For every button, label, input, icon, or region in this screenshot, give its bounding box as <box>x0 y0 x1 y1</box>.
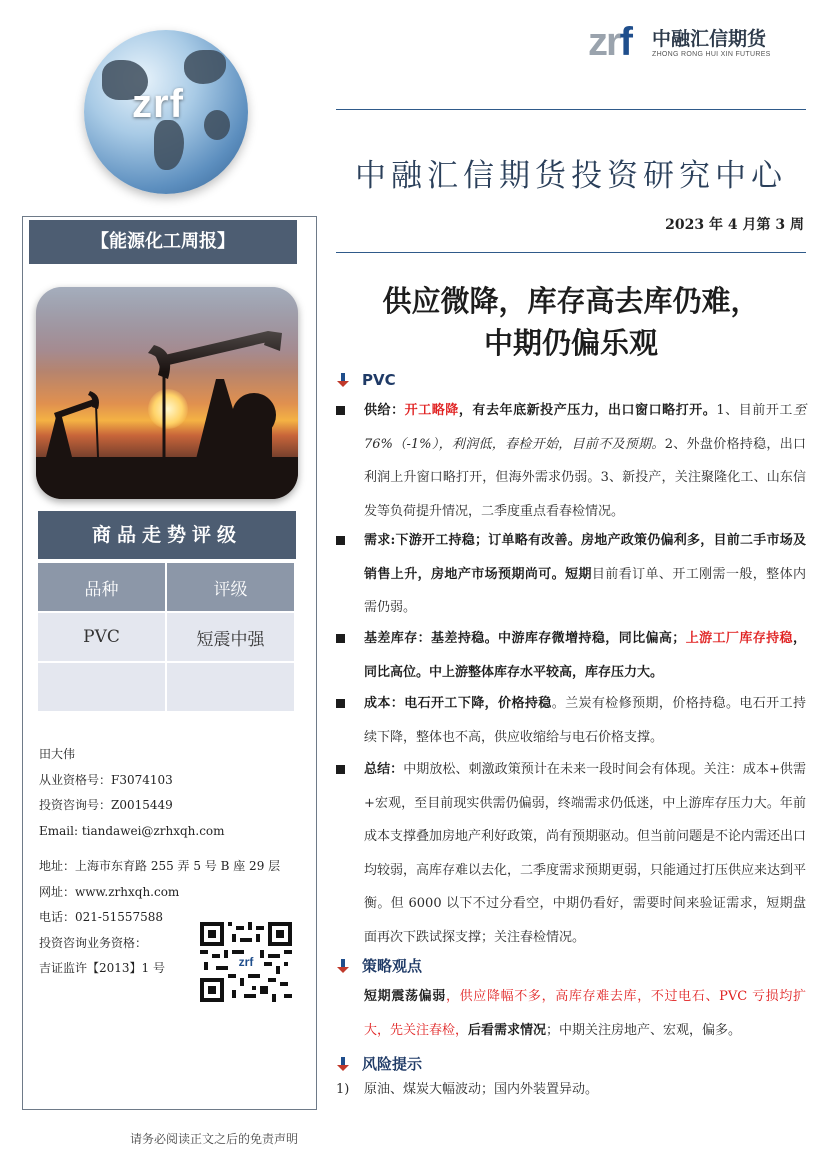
header-rating: 评级 <box>167 563 296 613</box>
square-bullet-icon <box>336 699 345 708</box>
section-risk <box>336 1053 422 1074</box>
report-category: 【能源化工周报】 <box>29 220 297 264</box>
brand-name-cn: 中融汇信期货 <box>652 28 767 50</box>
table-row <box>38 663 296 713</box>
research-center-title: 中融汇信期货投资研究中心 <box>355 158 787 194</box>
demand-item: 需求:下游开工持稳；订单略有改善。房地产政策仍偏利多，目前二手市场及销售上升，房地产市场预期尚可。短期目前看订单、开工刚需一般，整体内需仍弱。 <box>336 524 806 625</box>
consult-number: 投资咨询号：Z0015449 <box>39 798 173 812</box>
square-bullet-icon <box>336 765 345 774</box>
strategy-text: 短期震荡偏弱，供应降幅不多，高库存难去库，不过电石、PVC 亏损均扩大，先关注春检，后看需求情况；中期关注房地产、宏观，偏多。 <box>364 989 806 1038</box>
square-bullet-icon <box>336 406 345 415</box>
headline-line-2: 中期仍偏乐观 <box>483 326 658 360</box>
cost-item: 成本：电石开工下降，价格持稳。兰炭有检修预期，价格持稳。电石开工持续下降，整体也不高，供应收缩给与电石价格支撑。 <box>336 687 806 754</box>
brand-mark: zrf <box>588 20 631 64</box>
square-bullet-icon <box>336 634 345 643</box>
section-arrow-icon <box>336 373 350 387</box>
globe-logo-text: zrf <box>132 82 184 126</box>
header-variety: 品种 <box>38 563 167 613</box>
cell-rating: 短震中强 <box>167 613 296 663</box>
analyst-name: 田大伟 <box>39 747 76 761</box>
oil-pump-photo <box>36 287 298 499</box>
table-header-row <box>38 563 296 613</box>
disclaimer: 请务必阅读正文之后的免责声明 <box>130 1132 299 1146</box>
section-strategy <box>336 955 422 976</box>
report-headline <box>336 280 806 364</box>
cell-variety: PVC <box>38 613 167 663</box>
section-arrow-icon <box>336 1057 350 1071</box>
phone: 电话：021-51557588 <box>39 910 164 924</box>
title-rule <box>336 252 806 253</box>
summary-item: 总结：中期放松、刺激政策预计在未来一段时间会有体现。关注：成本+供需+宏观，至目前现实供需仍偏弱，终端需求仍低迷，中上游库存压力大。年前成本支撑叠加房地产利好政策，尚有预期驱动。但当前问题是不论内需还出口均较弱，高库存难以去化，二季度需求预期更弱，只能通过打压供应来达到平衡。但 6000 以下不过分看空，中期仍看好，需要时间来验证需求，短期盘面再次下跌试探支撑；关注春检情况。 <box>336 753 806 955</box>
email: Email: tiandawei@zrhxqh.com <box>39 823 225 838</box>
section-risk-title: 风险提示 <box>362 1055 423 1073</box>
risk-item <box>336 1078 598 1097</box>
address: 地址：上海市东育路 255 弄 5 号 B 座 29 层 <box>39 859 281 873</box>
risk-number: 1) <box>336 1082 350 1097</box>
trend-rating-title: 商品走势评级 <box>38 511 296 559</box>
photo-gloss <box>36 287 298 372</box>
section-strategy-title: 策略观点 <box>362 957 423 975</box>
brand-name-en: ZHONG RONG HUI XIN FUTURES <box>652 51 771 58</box>
license-number: 吉证监许【2013】1 号 <box>39 961 165 975</box>
trend-rating-table <box>38 563 296 713</box>
section-arrow-icon <box>336 959 350 973</box>
section-pvc-title: PVC <box>362 371 396 389</box>
basis-inventory-item: 基差库存：基差持稳。中游库存微增持稳，同比偏高；上游工厂库存持稳，同比高位。中上游整体库存水平较高，库存压力大。 <box>336 622 806 689</box>
license-label: 投资咨询业务资格： <box>39 935 148 950</box>
risk-text: 原油、煤炭大幅波动；国内外装置异动。 <box>364 1082 599 1097</box>
globe-logo <box>84 30 248 194</box>
report-week: 2023 年 4 月第 3 周 <box>665 217 804 233</box>
cell-variety <box>38 663 167 713</box>
top-rule <box>336 109 806 110</box>
brand-logo <box>588 20 788 64</box>
cell-rating <box>167 663 296 713</box>
headline-line-1: 供应微降，库存高去库仍难， <box>382 284 760 318</box>
section-pvc <box>336 371 396 389</box>
square-bullet-icon <box>336 536 345 545</box>
qualification-number: 从业资格号：F3074103 <box>39 772 173 787</box>
qr-logo-text: zrf <box>238 955 254 969</box>
qr-code <box>200 921 292 1003</box>
supply-item: 供给：开工略降，有去年底新投产压力，出口窗口略打开。1、目前开工至 76%（-1%），利润低，春检开始，目前不及预期。2、外盘价格持稳，出口利润上升窗口略打开，但海外需求仍弱。3、新投产，关注聚隆化工、山东信发等负荷提升情况，二季度重点看春检情况。 <box>336 394 806 528</box>
table-row <box>38 613 296 663</box>
website: 网址：www.zrhxqh.com <box>39 884 180 899</box>
